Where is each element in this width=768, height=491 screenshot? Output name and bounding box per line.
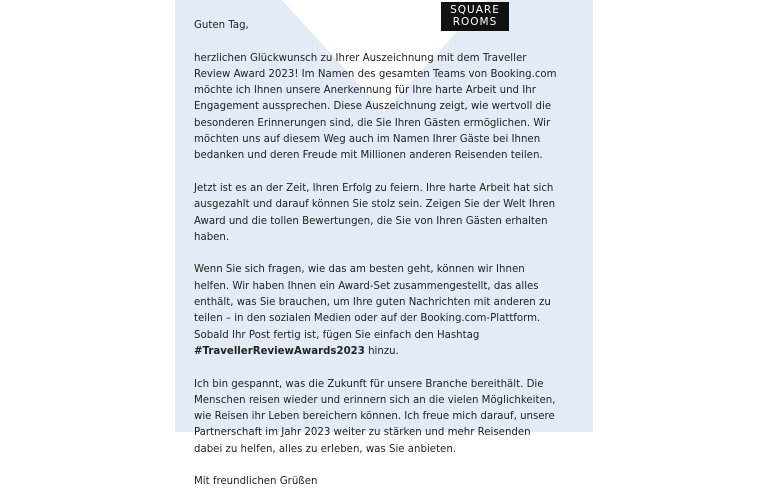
text-line: Jetzt ist es an der Zeit, Ihren Erfolg zu feiern. Ihre harte Arbeit hat sich: [194, 182, 554, 194]
text-line: möchte ich Ihnen unsere Anerkennung für Ihre harte Arbeit und Ihr: [194, 85, 536, 97]
text-line: Ich bin gespannt, was die Zukunft für unsere Branche bereithält. Die: [194, 378, 544, 390]
hashtag-line: [194, 344, 554, 360]
text-line: helfen. Wir haben Ihnen ein Award-Set zusammengestellt, das alles: [194, 280, 539, 292]
closing: Mit freundlichen Grüßen: [194, 476, 318, 488]
paragraph-congratulations: [194, 51, 557, 165]
logo-text-line1: SQUARE: [450, 4, 500, 16]
text-line: herzlichen Glückwunsch zu Ihrer Auszeichnung mit dem Traveller: [194, 52, 527, 64]
text-line: Menschen reisen wieder und erinnern sich an die vielen Möglichkeiten,: [194, 394, 556, 406]
text-line: wie Reisen ihr Leben bereichern können. Ich freue mich darauf, unsere: [194, 411, 555, 423]
hashtag-suffix: hinzu.: [364, 345, 399, 357]
text-line: enthält, was Sie brauchen, um Ihre guten Nachrichten mit anderen zu: [194, 297, 551, 309]
text-line: Wenn Sie sich fragen, wie das am besten geht, können wir Ihnen: [194, 264, 525, 276]
text-line: Review Award 2023! Im Namen des gesamten Teams von Booking.com: [194, 68, 557, 80]
text-line: ausgezahlt und darauf können Sie stolz sein. Zeigen Sie der Welt Ihren: [194, 199, 556, 211]
paragraph-award-set: [194, 262, 554, 360]
text-line: möchten uns auf diesem Weg auch im Namen Ihrer Gäste bei Ihnen: [194, 134, 541, 146]
text-line: Engagement aussprechen. Diese Auszeichnung zeigt, wie wertvoll die: [194, 101, 552, 113]
text-line: Sobald Ihr Post fertig ist, fügen Sie einfach den Hashtag: [194, 329, 480, 341]
text-line: besonderen Erinnerungen sind, die Sie Ihren Gästen ermöglichen. Wir: [194, 117, 551, 129]
hashtag: #TravellerReviewAwards2023: [194, 345, 365, 357]
text-line: Award und die tollen Bewertungen, die Sie von Ihren Gästen erhalten: [194, 215, 548, 227]
text-line: dabei zu helfen, alles zu erleben, was Sie anbieten.: [194, 443, 457, 455]
paragraph-celebrate: [194, 181, 554, 246]
text-line: bedanken und deren Freude mit Millionen anderen Reisenden teilen.: [194, 150, 543, 162]
letter-body: [194, 15, 557, 491]
paragraph-future: [194, 377, 554, 458]
text-line: Partnerschaft im Jahr 2023 weiter zu stärken und mehr Reisenden: [194, 427, 531, 439]
logo-text-line2: ROOMS: [452, 15, 498, 28]
text-line: teilen – in den sozialen Medien oder auf der Booking.com-Plattform.: [194, 313, 541, 325]
greeting: Guten Tag,: [194, 20, 249, 31]
text-line: haben.: [194, 231, 230, 243]
